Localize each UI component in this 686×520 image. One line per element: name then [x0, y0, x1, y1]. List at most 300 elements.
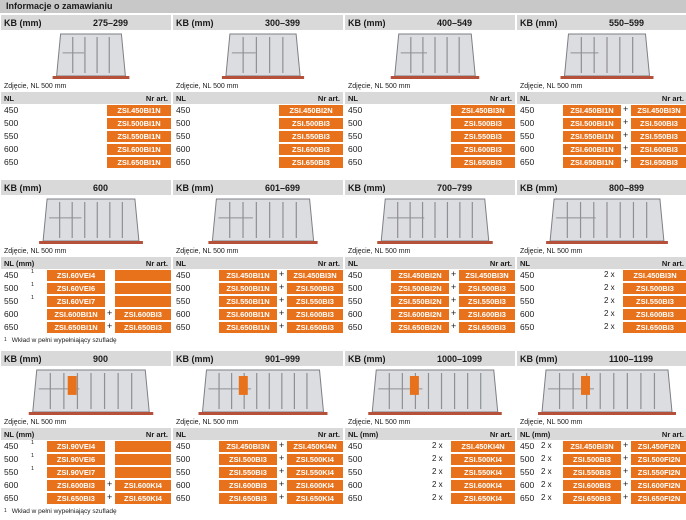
- plus-sign: +: [279, 282, 285, 292]
- article-number: ZSI.550BI3: [219, 467, 277, 478]
- kb-panel: [345, 15, 515, 169]
- table-row: [517, 156, 686, 169]
- article-number: ZSI.450FI2N: [631, 441, 686, 452]
- nl-value: 650: [4, 157, 19, 167]
- drawer-insert-image: [517, 366, 686, 428]
- nl-column-header: NL: [4, 93, 14, 103]
- article-number: ZSI.600KI4: [287, 480, 343, 491]
- article-number: ZSI.650KI4: [287, 493, 343, 504]
- table-row: [345, 453, 515, 466]
- article-number: ZSI.550BI3: [451, 131, 515, 142]
- kb-range: 700–799: [437, 182, 473, 193]
- drawer-insert-image: [345, 366, 515, 428]
- kb-header: [173, 180, 343, 195]
- table-header: [517, 257, 686, 269]
- footnote-marker: 1: [31, 282, 35, 288]
- kb-label: KB (mm): [348, 17, 386, 28]
- photo-note: Zdjęcie, NL 500 mm: [348, 248, 411, 255]
- kb-panel: [517, 180, 686, 334]
- plus-sign: +: [623, 479, 629, 489]
- nl-value: 650: [4, 322, 19, 332]
- kb-range: 1000–1099: [437, 353, 483, 364]
- article-number: [115, 270, 171, 281]
- kb-label: KB (mm): [176, 17, 214, 28]
- photo-note: Zdjęcie, NL 500 mm: [520, 83, 583, 90]
- article-number: ZSI.450BI3N: [451, 105, 515, 116]
- nl-value: 550: [520, 131, 535, 141]
- kb-header: [517, 351, 686, 366]
- kb-header: [173, 351, 343, 366]
- table-header: [517, 92, 686, 104]
- kb-label: KB (mm): [4, 182, 42, 193]
- article-number: ZSI.650BI3: [47, 493, 105, 504]
- article-column-header: Nr art.: [489, 258, 512, 268]
- nl-column-header: NL: [348, 93, 358, 103]
- article-number: ZSI.600BI3: [623, 309, 686, 320]
- table-row: [345, 117, 515, 130]
- table-row: [345, 143, 515, 156]
- article-column-header: Nr art.: [145, 93, 168, 103]
- table-row: [1, 479, 171, 492]
- article-number: ZSI.600BI3: [451, 144, 515, 155]
- article-number: ZSI.60VEI6: [47, 283, 105, 294]
- article-number: ZSI.600BI1N: [219, 309, 277, 320]
- plus-sign: +: [107, 308, 113, 318]
- article-number: ZSI.90VEI6: [47, 454, 105, 465]
- table-row: [517, 479, 686, 492]
- quantity-label: 2 x: [604, 283, 615, 292]
- plus-sign: +: [451, 269, 457, 279]
- article-number: ZSI.550BI3: [287, 296, 343, 307]
- nl-value: 450: [4, 105, 19, 115]
- nl-value: 450: [4, 441, 19, 451]
- article-number: ZSI.500BI3: [563, 454, 621, 465]
- nl-value: 650: [520, 322, 535, 332]
- nl-column-header: NL (mm): [348, 429, 379, 439]
- nl-column-header: NL: [520, 93, 530, 103]
- table-row: [517, 453, 686, 466]
- article-number: ZSI.500BI3: [279, 118, 343, 129]
- kb-header: [1, 180, 171, 195]
- quantity-label: 2 x: [432, 467, 443, 476]
- kb-label: KB (mm): [348, 353, 386, 364]
- nl-column-header: NL (mm): [520, 429, 551, 439]
- article-number: ZSI.650BI1N: [47, 322, 105, 333]
- table-row: [1, 117, 171, 130]
- nl-value: 600: [520, 144, 535, 154]
- article-number: ZSI.500KI4: [451, 454, 515, 465]
- table-header: [173, 428, 343, 440]
- article-number: ZSI.600BI1N: [563, 144, 621, 155]
- kb-header: [345, 180, 515, 195]
- nl-value: 550: [348, 131, 363, 141]
- kb-header: [517, 15, 686, 30]
- table-row: [1, 269, 171, 282]
- photo-note: Zdjęcie, NL 500 mm: [176, 248, 239, 255]
- drawer-insert-image: [173, 195, 343, 257]
- drawer-insert-icon: [1, 366, 171, 416]
- plus-sign: +: [107, 479, 113, 489]
- article-number: ZSI.450BI3N: [631, 105, 686, 116]
- table-row: [345, 466, 515, 479]
- article-number: ZSI.650BI1N: [219, 322, 277, 333]
- table-row: [1, 156, 171, 169]
- nl-value: 450: [176, 270, 191, 280]
- nl-value: 450: [520, 441, 535, 451]
- kb-label: KB (mm): [4, 17, 42, 28]
- nl-value: 650: [348, 157, 363, 167]
- table-row: [173, 130, 343, 143]
- table-header: [345, 92, 515, 104]
- nl-value: 500: [176, 118, 191, 128]
- article-number: ZSI.500BI1N: [563, 118, 621, 129]
- kb-range: 400–549: [437, 17, 473, 28]
- table-row: [345, 440, 515, 453]
- article-column-header: Nr art.: [145, 258, 168, 268]
- kb-label: KB (mm): [520, 17, 558, 28]
- article-number: ZSI.500KI4: [287, 454, 343, 465]
- plus-sign: +: [279, 453, 285, 463]
- nl-value: 550: [348, 467, 363, 477]
- nl-value: 600: [4, 480, 19, 490]
- article-number: ZSI.450BI3N: [459, 270, 515, 281]
- article-column-header: Nr art.: [489, 93, 512, 103]
- article-number: ZSI.450BI3N: [287, 270, 343, 281]
- kb-label: KB (mm): [520, 182, 558, 193]
- article-column-header: Nr art.: [317, 93, 340, 103]
- table-row: [173, 104, 343, 117]
- article-number: ZSI.600BI3: [631, 144, 686, 155]
- plus-sign: +: [107, 492, 113, 502]
- article-number: ZSI.650BI3: [631, 157, 686, 168]
- article-number: ZSI.500BI2N: [391, 283, 449, 294]
- kb-panel: [1, 351, 171, 515]
- table-row: [345, 130, 515, 143]
- photo-note: Zdjęcie, NL 500 mm: [176, 419, 239, 426]
- kb-panel: [517, 15, 686, 169]
- nl-value: 600: [520, 309, 535, 319]
- nl-value: 500: [348, 283, 363, 293]
- nl-value: 600: [520, 480, 535, 490]
- kb-label: KB (mm): [348, 182, 386, 193]
- table-row: [1, 492, 171, 505]
- photo-note: Zdjęcie, NL 500 mm: [4, 248, 67, 255]
- article-number: ZSI.550BI1N: [563, 131, 621, 142]
- nl-value: 650: [176, 493, 191, 503]
- article-number: ZSI.600BI2N: [391, 309, 449, 320]
- article-number: ZSI.550BI3: [459, 296, 515, 307]
- plus-sign: +: [279, 479, 285, 489]
- article-number: ZSI.550BI1N: [219, 296, 277, 307]
- article-number: [115, 454, 171, 465]
- article-number: ZSI.650BI3: [459, 322, 515, 333]
- photo-note: Zdjęcie, NL 500 mm: [176, 83, 239, 90]
- plus-sign: +: [451, 308, 457, 318]
- footnote-marker: 1: [31, 453, 35, 459]
- footnote-marker: 1: [4, 508, 7, 514]
- article-number: ZSI.500BI1N: [107, 118, 171, 129]
- table-row: [173, 269, 343, 282]
- plus-sign: +: [279, 269, 285, 279]
- nl-value: 550: [520, 296, 535, 306]
- drawer-insert-icon: [345, 366, 515, 416]
- footnote: [4, 337, 117, 344]
- kb-panel: [1, 180, 171, 344]
- article-number: ZSI.450BI2N: [391, 270, 449, 281]
- article-number: ZSI.550KI4: [287, 467, 343, 478]
- table-header: [345, 257, 515, 269]
- plus-sign: +: [279, 295, 285, 305]
- table-row: [517, 440, 686, 453]
- article-number: ZSI.500BI3: [623, 283, 686, 294]
- photo-note: Zdjęcie, NL 500 mm: [520, 248, 583, 255]
- quantity-label: 2 x: [432, 441, 443, 450]
- article-number: [115, 441, 171, 452]
- drawer-insert-icon: [173, 366, 343, 416]
- quantity-label: 2 x: [604, 270, 615, 279]
- nl-value: 500: [176, 283, 191, 293]
- footnote: [4, 508, 117, 515]
- drawer-insert-icon: [345, 30, 515, 80]
- nl-value: 600: [176, 309, 191, 319]
- kb-header: [345, 351, 515, 366]
- article-number: ZSI.550BI3: [631, 131, 686, 142]
- table-row: [173, 492, 343, 505]
- drawer-insert-icon: [517, 195, 686, 245]
- quantity-label: 2 x: [541, 493, 552, 502]
- nl-value: 450: [4, 270, 19, 280]
- drawer-insert-icon: [173, 30, 343, 80]
- plus-sign: +: [279, 308, 285, 318]
- table-row: [173, 117, 343, 130]
- article-number: [115, 283, 171, 294]
- plus-sign: +: [451, 295, 457, 305]
- table-row: [517, 143, 686, 156]
- table-row: [173, 453, 343, 466]
- article-number: ZSI.450BI3N: [563, 441, 621, 452]
- article-number: ZSI.600BI3: [563, 480, 621, 491]
- table-row: [517, 269, 686, 282]
- nl-value: 650: [348, 493, 363, 503]
- article-column-header: Nr art.: [661, 258, 684, 268]
- plus-sign: +: [623, 130, 629, 140]
- nl-value: 600: [348, 480, 363, 490]
- plus-sign: +: [623, 143, 629, 153]
- table-row: [1, 143, 171, 156]
- table-header: [345, 428, 515, 440]
- drawer-insert-image: [345, 30, 515, 92]
- drawer-insert-icon: [517, 30, 686, 80]
- footnote-marker: 1: [31, 295, 35, 301]
- article-number: ZSI.600BI3: [279, 144, 343, 155]
- plus-sign: +: [623, 117, 629, 127]
- article-number: ZSI.550BI1N: [107, 131, 171, 142]
- table-header: [1, 257, 171, 269]
- quantity-label: 2 x: [432, 454, 443, 463]
- article-number: ZSI.600KI4: [115, 480, 171, 491]
- quantity-label: 2 x: [604, 322, 615, 331]
- nl-value: 600: [176, 144, 191, 154]
- article-number: ZSI.550BI3: [623, 296, 686, 307]
- drawer-insert-image: [173, 30, 343, 92]
- article-column-header: Nr art.: [317, 258, 340, 268]
- nl-value: 650: [176, 157, 191, 167]
- article-number: [115, 296, 171, 307]
- article-number: ZSI.600BI3: [47, 480, 105, 491]
- table-row: [345, 282, 515, 295]
- drawer-insert-image: [1, 30, 171, 92]
- footnote-marker: 1: [31, 466, 35, 472]
- kb-range: 901–999: [265, 353, 301, 364]
- plus-sign: +: [623, 156, 629, 166]
- kb-header: [517, 180, 686, 195]
- footnote-marker: 1: [31, 269, 35, 275]
- plus-sign: +: [623, 453, 629, 463]
- kb-header: [1, 351, 171, 366]
- photo-note: Zdjęcie, NL 500 mm: [4, 419, 67, 426]
- article-number: ZSI.500BI1N: [219, 283, 277, 294]
- table-row: [517, 282, 686, 295]
- drawer-insert-image: [1, 195, 171, 257]
- table-row: [1, 282, 171, 295]
- article-number: ZSI.600KI4: [451, 480, 515, 491]
- nl-value: 450: [176, 105, 191, 115]
- nl-value: 650: [176, 322, 191, 332]
- footnote-marker: 1: [31, 440, 35, 446]
- article-number: ZSI.500BI3: [631, 118, 686, 129]
- quantity-label: 2 x: [541, 441, 552, 450]
- article-number: ZSI.650BI1N: [563, 157, 621, 168]
- article-number: ZSI.600BI3: [219, 480, 277, 491]
- article-number: ZSI.600BI1N: [107, 144, 171, 155]
- quantity-label: 2 x: [432, 480, 443, 489]
- kb-header: [345, 15, 515, 30]
- table-header: [173, 257, 343, 269]
- article-number: ZSI.600FI2N: [631, 480, 686, 491]
- nl-column-header: NL: [520, 258, 530, 268]
- article-number: ZSI.650BI3: [279, 157, 343, 168]
- page-title: Informacje o zamawianiu: [0, 0, 686, 13]
- plus-sign: +: [623, 440, 629, 450]
- nl-value: 500: [4, 454, 19, 464]
- kb-panel: [1, 15, 171, 169]
- kb-header: [173, 15, 343, 30]
- article-number: ZSI.90VEI4: [47, 441, 105, 452]
- nl-value: 600: [4, 309, 19, 319]
- table-row: [345, 321, 515, 334]
- article-number: ZSI.650BI3: [451, 157, 515, 168]
- article-number: ZSI.650KI4: [451, 493, 515, 504]
- plus-sign: +: [451, 282, 457, 292]
- drawer-insert-image: [1, 366, 171, 428]
- nl-column-header: NL: [348, 258, 358, 268]
- photo-note: Zdjęcie, NL 500 mm: [348, 83, 411, 90]
- kb-range: 275–299: [93, 17, 129, 28]
- nl-value: 450: [348, 270, 363, 280]
- article-number: ZSI.550BI3: [563, 467, 621, 478]
- nl-value: 550: [176, 131, 191, 141]
- article-number: ZSI.650BI3: [219, 493, 277, 504]
- table-row: [1, 295, 171, 308]
- table-row: [345, 295, 515, 308]
- nl-value: 550: [176, 296, 191, 306]
- nl-column-header: NL: [176, 429, 186, 439]
- drawer-insert-icon: [1, 195, 171, 245]
- article-number: ZSI.500FI2N: [631, 454, 686, 465]
- table-row: [345, 492, 515, 505]
- table-header: [1, 92, 171, 104]
- article-number: ZSI.650FI2N: [631, 493, 686, 504]
- plus-sign: +: [279, 492, 285, 502]
- table-header: [517, 428, 686, 440]
- nl-value: 600: [348, 144, 363, 154]
- article-number: ZSI.450BI3N: [623, 270, 686, 281]
- table-row: [173, 282, 343, 295]
- article-number: ZSI.450BI1N: [107, 105, 171, 116]
- nl-value: 550: [4, 131, 19, 141]
- table-row: [345, 479, 515, 492]
- table-row: [173, 440, 343, 453]
- article-column-header: Nr art.: [489, 429, 512, 439]
- table-row: [173, 479, 343, 492]
- article-column-header: Nr art.: [145, 429, 168, 439]
- plus-sign: +: [279, 321, 285, 331]
- plus-sign: +: [107, 321, 113, 331]
- table-row: [517, 308, 686, 321]
- kb-range: 800–899: [609, 182, 645, 193]
- article-number: ZSI.650BI2N: [391, 322, 449, 333]
- table-row: [517, 492, 686, 505]
- quantity-label: 2 x: [541, 454, 552, 463]
- article-number: ZSI.90VEI7: [47, 467, 105, 478]
- plus-sign: +: [451, 321, 457, 331]
- table-row: [1, 308, 171, 321]
- nl-value: 550: [4, 296, 19, 306]
- kb-label: KB (mm): [176, 182, 214, 193]
- table-row: [173, 295, 343, 308]
- nl-value: 450: [520, 270, 535, 280]
- article-number: ZSI.450KI4N: [287, 441, 343, 452]
- table-row: [1, 440, 171, 453]
- nl-column-header: NL: [176, 93, 186, 103]
- table-row: [1, 104, 171, 117]
- table-row: [517, 466, 686, 479]
- article-number: ZSI.450BI1N: [563, 105, 621, 116]
- kb-panel: [345, 351, 515, 505]
- drawer-insert-image: [517, 195, 686, 257]
- table-header: [173, 92, 343, 104]
- nl-value: 500: [4, 283, 19, 293]
- article-number: ZSI.60VEI7: [47, 296, 105, 307]
- quantity-label: 2 x: [541, 480, 552, 489]
- nl-value: 550: [520, 467, 535, 477]
- article-number: ZSI.600BI1N: [47, 309, 105, 320]
- table-row: [1, 466, 171, 479]
- table-row: [517, 117, 686, 130]
- drawer-insert-image: [173, 366, 343, 428]
- nl-value: 650: [348, 322, 363, 332]
- table-row: [1, 321, 171, 334]
- table-row: [517, 321, 686, 334]
- kb-panel: [173, 15, 343, 169]
- table-row: [173, 321, 343, 334]
- kb-label: KB (mm): [176, 353, 214, 364]
- nl-value: 650: [4, 493, 19, 503]
- article-column-header: Nr art.: [661, 429, 684, 439]
- nl-value: 550: [4, 467, 19, 477]
- nl-value: 650: [520, 157, 535, 167]
- kb-panel: [173, 351, 343, 505]
